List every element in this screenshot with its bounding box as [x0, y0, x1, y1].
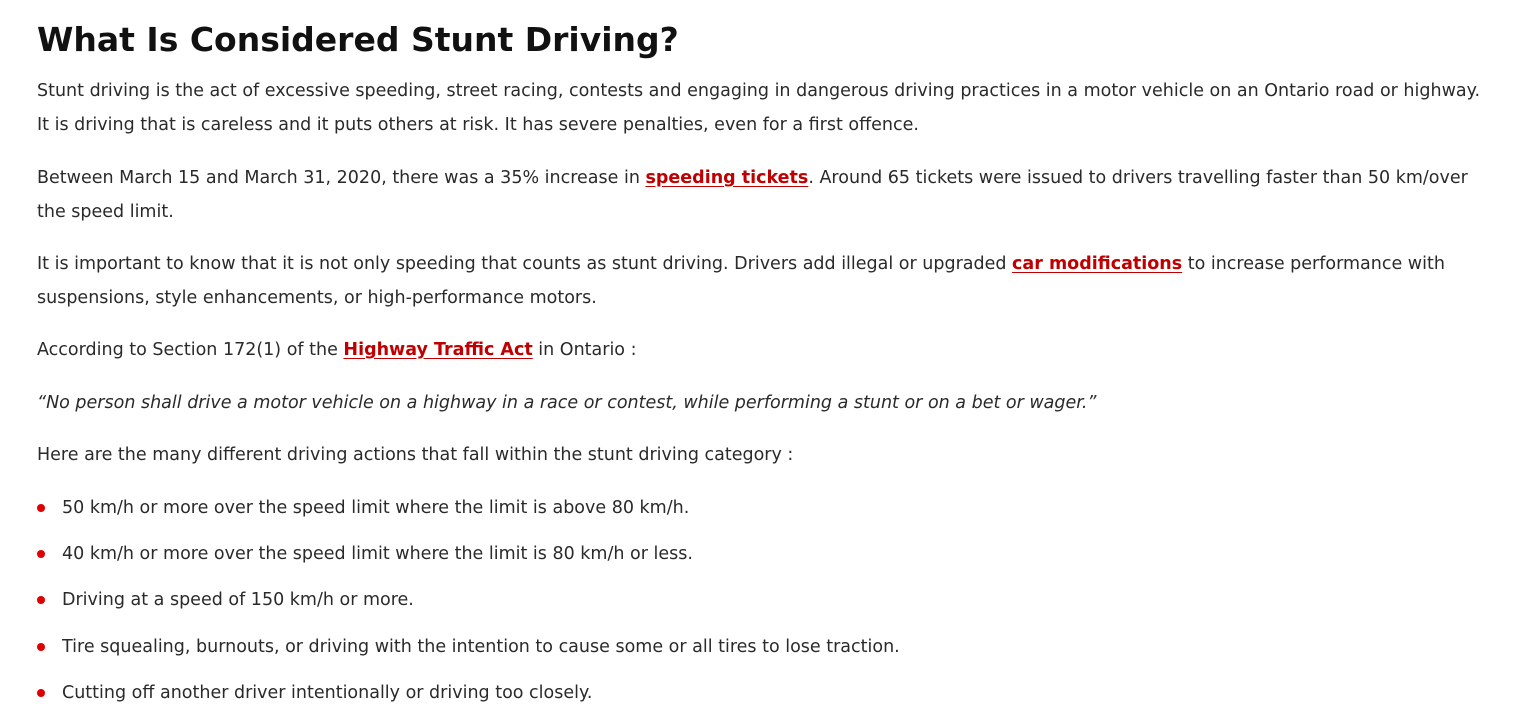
bullet-dot-icon — [37, 504, 45, 512]
section-text-after: in Ontario : — [532, 340, 637, 360]
highway-traffic-act-link[interactable]: Highway Traffic Act — [343, 340, 533, 360]
list-item-text: 50 km/h or more over the speed limit where the limit is above 80 km/h. — [62, 498, 690, 518]
list-item-text: Driving at a speed of 150 km/h or more. — [62, 590, 414, 611]
list-item — [37, 536, 1482, 582]
list-item — [37, 629, 1482, 675]
statistics-text-before: Between March 15 and March 31, 2020, there was a 35% increase in — [37, 168, 646, 188]
list-item — [37, 582, 1482, 628]
speeding-tickets-link[interactable]: speeding tickets — [645, 168, 809, 188]
section-reference-paragraph — [37, 333, 636, 367]
bullet-dot-icon — [37, 596, 45, 604]
list-item — [37, 490, 1482, 536]
list-item — [37, 675, 1482, 712]
law-quote: “No person shall drive a motor vehicle on a highway in a race or contest, while performing a stunt or on a bet or wager.” — [37, 393, 1097, 413]
modifications-text-before: It is important to know that it is not only speeding that counts as stunt driving. Drivers add illegal or upgraded — [37, 254, 1013, 274]
car-modifications-link[interactable]: car modifications — [1012, 254, 1183, 274]
list-item-text: Cutting off another driver intentionally or driving too closely. — [62, 682, 593, 703]
bullet-dot-icon — [37, 643, 45, 651]
modifications-paragraph — [37, 247, 1482, 315]
bullet-dot-icon — [37, 689, 45, 697]
page-title: What Is Considered Stunt Driving? — [37, 20, 679, 59]
modifications-text-after: to increase performance with suspensions, style enhancements, or high-performance motors. — [37, 254, 1445, 308]
list-item-text: Tire squealing, burnouts, or driving with the intention to cause some or all tires to lose traction. — [62, 636, 900, 657]
list-item-text: 40 km/h or more over the speed limit where the limit is 80 km/h or less. — [62, 544, 693, 565]
bullet-dot-icon — [37, 550, 45, 558]
stunt-driving-actions-list — [37, 490, 1482, 712]
statistics-paragraph — [37, 161, 1482, 229]
list-intro-paragraph: Here are the many different driving actions that fall within the stunt driving category : — [37, 445, 794, 465]
intro-paragraph: Stunt driving is the act of excessive speeding, street racing, contests and engaging in dangerous driving practices in a motor vehicle on an Ontario road or highway. It is driving that is careless and it puts others at risk. It has severe penalties, even for a first offence. — [37, 81, 1481, 135]
section-text-before: According to Section 172(1) of the — [37, 340, 344, 360]
statistics-text-after: . Around 65 tickets were issued to drivers travelling faster than 50 km/over the speed limit. — [37, 168, 1468, 222]
